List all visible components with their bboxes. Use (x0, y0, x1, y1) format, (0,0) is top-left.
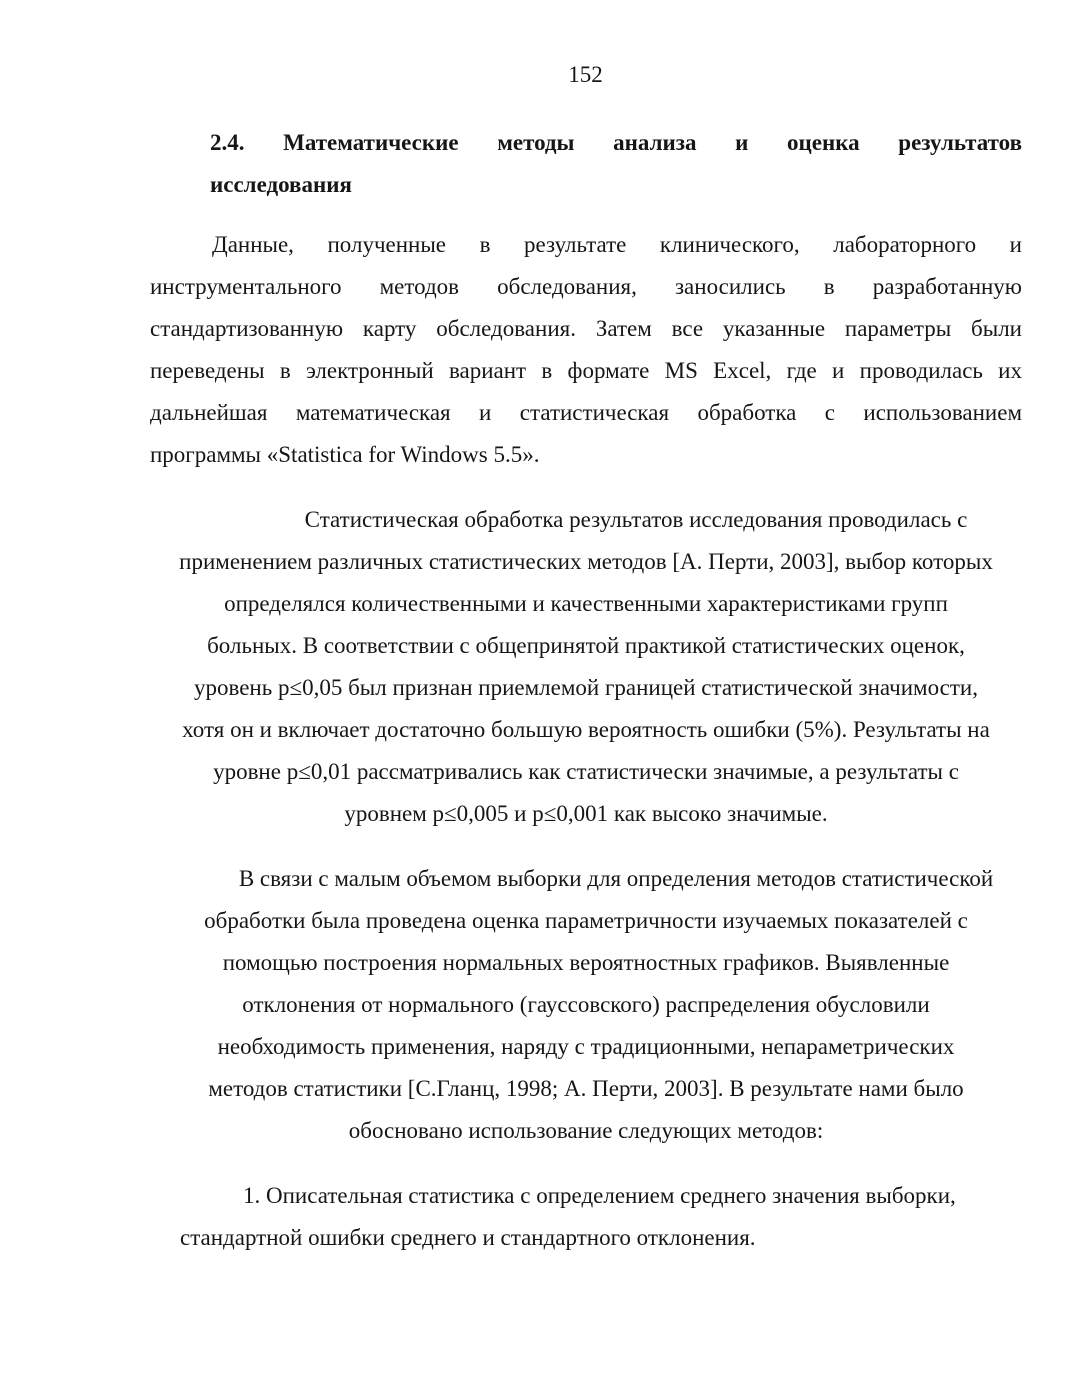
paragraph-line: Статистическая обработка результатов исследования проводилась с (304, 507, 968, 532)
heading-word: Математические (283, 130, 459, 155)
heading-word: и (735, 130, 749, 155)
paragraph-line: уровень p≤0,05 был признан приемлемой границей статистической значимости, (194, 675, 978, 700)
paragraph-line: обработки была проведена оценка параметричности изучаемых показателей с (204, 908, 968, 933)
paragraph-line: дальнейшая математическая и статистическая обработка с использованием (150, 400, 1022, 425)
paragraph-3 (150, 858, 1022, 1152)
numbered-list-item-1 (180, 1175, 1022, 1259)
paragraph-line: уровнем p≤0,005 и p≤0,001 как высоко значимые. (344, 801, 828, 826)
page-number: 152 (568, 62, 603, 87)
section-heading-line-1 (210, 122, 1022, 164)
paragraph-line: помощью построения нормальных вероятностных графиков. Выявленные (222, 950, 950, 975)
heading-word: методы (497, 130, 575, 155)
paragraph-line: Данные, полученные в результате клинического, лабораторного и (212, 232, 1022, 257)
heading-word: анализа (613, 130, 697, 155)
heading-word: результатов (898, 130, 1022, 155)
section-number: 2.4. (210, 130, 245, 155)
paragraph-line: инструментального методов обследования, заносились в разработанную (150, 274, 1022, 299)
paragraph-line: стандартизованную карту обследования. Затем все указанные параметры были (150, 316, 1022, 341)
paragraph-line: обосновано использование следующих методов: (348, 1118, 824, 1143)
paragraph-line: необходимость применения, наряду с традиционными, непараметрических (217, 1034, 955, 1059)
paragraph-line: хотя он и включает достаточно большую вероятность ошибки (5%). Результаты на (182, 717, 990, 742)
paragraph-1 (150, 224, 1022, 476)
paragraph-line: больных. В соответствии с общепринятой практикой статистических оценок, (207, 633, 965, 658)
paragraph-2 (150, 499, 1022, 835)
paragraph-line: определялся количественными и качественными характеристиками групп (224, 591, 948, 616)
paragraph-line: переведены в электронный вариант в формате MS Excel, где и проводилась их (150, 358, 1022, 383)
list-line: стандартной ошибки среднего и стандартного отклонения. (180, 1225, 756, 1250)
section-heading (210, 122, 1022, 206)
list-line: 1. Описательная статистика с определением среднего значения выборки, (243, 1183, 956, 1208)
paragraph-line: В связи с малым объемом выборки для определения методов статистической (238, 866, 994, 891)
heading-word: оценка (787, 130, 860, 155)
section-heading-line-2: исследования (210, 172, 352, 197)
paragraph-line: уровне p≤0,01 рассматривались как статистически значимые, а результаты с (213, 759, 959, 784)
paragraph-line: программы «Statistica for Windows 5.5». (150, 442, 540, 467)
paragraph-line: применением различных статистических методов [А. Перти, 2003], выбор которых (179, 549, 993, 574)
paragraph-line: методов статистики [С.Гланц, 1998; А. Перти, 2003]. В результате нами было (208, 1076, 964, 1101)
paragraph-line: отклонения от нормального (гауссовского) распределения обусловили (242, 992, 930, 1017)
